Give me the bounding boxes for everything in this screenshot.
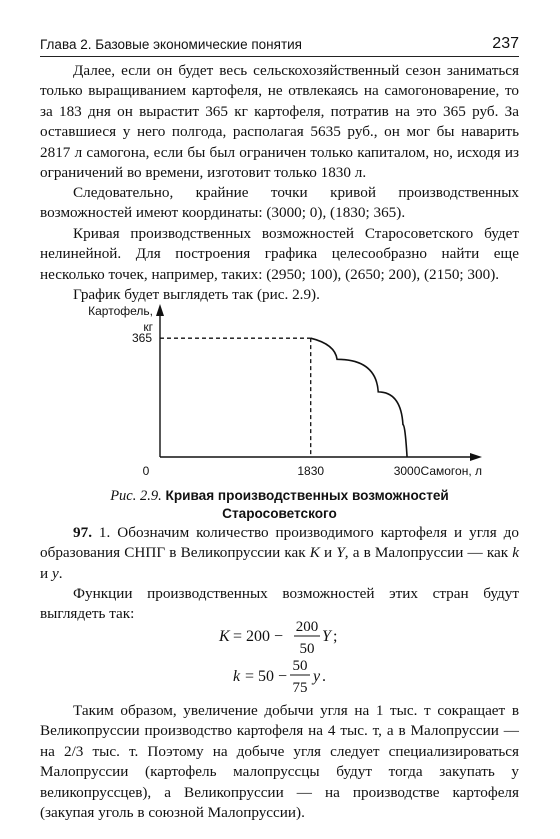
formula-K-numerator: 200 (295, 619, 319, 635)
paragraph-3-text: Кривая производственных возможностей Старосоветского будет нелинейной. Для построения графика целесообразно найти еще несколько точек, например, таких: (2950; 100), (2650; 200), (2150; 300). (40, 225, 519, 283)
paragraph-5-text (40, 523, 519, 584)
formula-K-end: ; (333, 628, 338, 645)
paragraph-1 (40, 61, 519, 183)
formula-K-denominator: 50 (299, 641, 315, 657)
formula-k-var: y (313, 668, 321, 685)
page-number: 237 (492, 35, 519, 52)
x-axis-arrow (470, 453, 482, 461)
chapter-title: Глава 2. Базовые экономические понятия (40, 37, 302, 52)
paragraph-2-text: Следовательно, крайние точки кривой производственных возможностей имеют координаты: (3000; 0), (1830; 365). (40, 184, 519, 222)
ppf-curve (311, 338, 407, 457)
paragraph-7-text: Таким образом, увеличение добычи угля на 1 тыс. т сокращает в Великопруссии производство картофеля на 4 тыс. т, а в Малопруссии — на 2/3 тыс. т. Поэтому на добыче угля следует специализироваться Малопруссии (картофель малопруссцы будут тогда закупать у великопруссцев), а Великопруссии — на производстве картофеля (закупая уголь в союзной Малопруссии). (40, 702, 519, 822)
paragraph-2 (40, 183, 519, 224)
p5-and-2: и (40, 564, 52, 582)
paragraph-4-text: График будет выглядеть так (рис. 2.9). (73, 286, 320, 303)
paragraph-6-text: Функции производственных возможностей этих стран будут выглядеть так: (40, 585, 519, 623)
paragraph-1-text: Далее, если он будет весь сельскохозяйственный сезон заниматься только выращиванием картофеля, не отвлекаясь на самогоноварение, то за 183 дня он вырастит 365 кг картофеля, потратив на это 365 руб. За оставшиеся у него полгода, располагая 5635 руб., он мог бы наварить 2817 л самогона, если бы был ограничен только капиталом, но, исходя из ограничений во времени, изготовит только 1830 л. (40, 62, 519, 182)
figure-caption (40, 487, 519, 522)
y-axis-label: Картофель, кг (88, 304, 153, 334)
p5-part-b: , а в Малопруссии — как (344, 544, 513, 562)
figure-title-line2: Старосоветского (222, 506, 337, 521)
formula-k-denominator: 75 (292, 680, 308, 696)
p5-end: . (58, 564, 63, 582)
var-K: K (309, 544, 320, 562)
var-y: y (51, 564, 59, 582)
var-Y: Y (336, 544, 345, 562)
y-tick-label-365: 365 (131, 331, 152, 346)
formula-k-end: . (322, 668, 326, 685)
paragraph-5 (40, 523, 519, 584)
var-k: k (512, 544, 519, 562)
x-axis-label: Самогон, л (420, 464, 482, 478)
formula-K-var: Y (322, 628, 331, 645)
p5-and-1: и (319, 544, 337, 562)
figure-label: Рис. 2.9. (110, 488, 162, 504)
formula-K-lhs: K (219, 628, 230, 645)
ppf-chart (0, 300, 560, 485)
x-tick-label-1830: 1830 (297, 464, 325, 478)
running-header (40, 34, 519, 57)
p5-part-a: 1. Обозначим количество производимого картофеля и угля до образования СНПГ в Великопруссии как (40, 524, 519, 562)
problem-number: 97. (73, 524, 92, 541)
x-tick-label-3000: 3000 (393, 464, 421, 478)
formulas (0, 612, 560, 702)
paragraph-3 (40, 224, 519, 285)
y-axis-arrow (156, 304, 164, 316)
formula-K-const: = 200 − (233, 628, 284, 645)
formula-k-lhs: k (233, 668, 241, 685)
origin-label: 0 (142, 464, 150, 478)
formula-k-numerator: 50 (292, 658, 308, 674)
figure-title-line1: Кривая производственных возможностей (165, 488, 449, 503)
formula-K (218, 619, 337, 657)
paragraph-7 (40, 701, 519, 823)
formula-k-const: = 50 − (245, 668, 288, 685)
formula-k (233, 658, 326, 696)
